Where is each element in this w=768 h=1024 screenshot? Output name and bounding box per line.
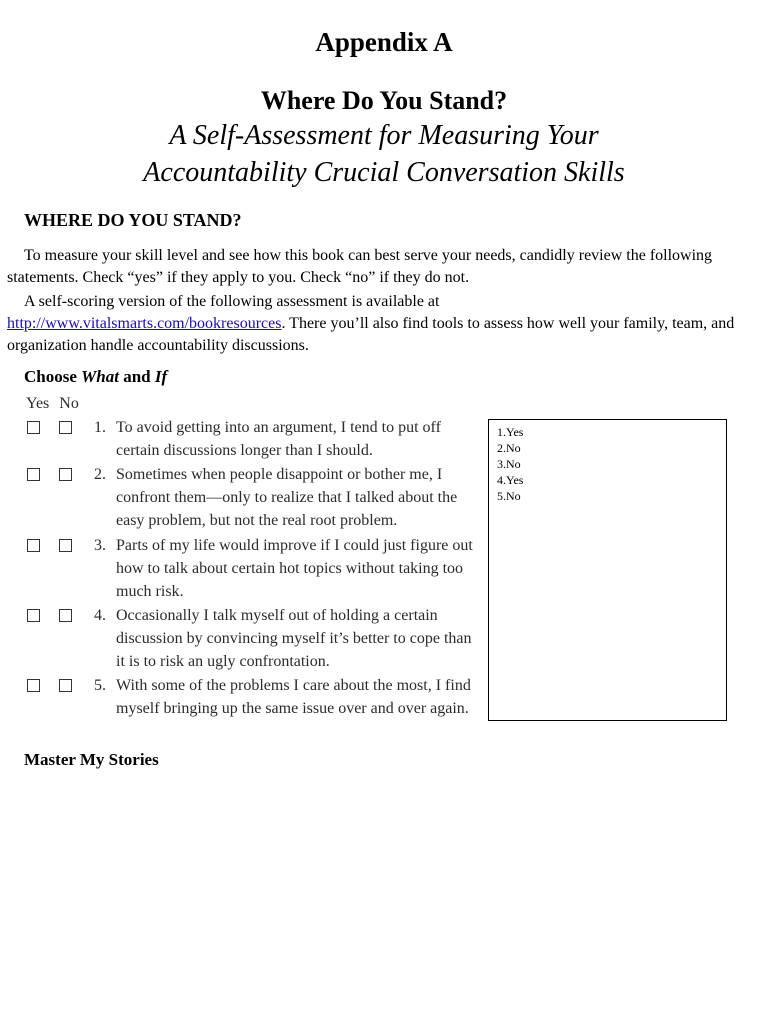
bookresources-link[interactable]: http://www.vitalsmarts.com/bookresources — [7, 315, 282, 332]
no-checkbox[interactable] — [59, 539, 72, 552]
item-number: 4. — [94, 607, 106, 624]
checklist-column-headers — [26, 394, 85, 414]
yes-checkbox[interactable] — [27, 421, 40, 434]
page-subtitle — [0, 117, 768, 191]
intro-paragraph-2-tail: . There you’ll also find tools to assess how well your family, team, and organization handle accountability discussions. — [7, 315, 735, 354]
choose-heading-what: What — [81, 367, 119, 386]
item-number: 5. — [94, 677, 106, 694]
choose-heading-if: If — [154, 367, 168, 386]
master-my-stories-heading: Master My Stories — [24, 750, 159, 769]
answers-text-box[interactable] — [488, 419, 727, 721]
item-statement: Occasionally I talk myself out of holding a certain discussion by convincing myself it’s better to cope than it is to risk an ugly confrontation. — [116, 607, 472, 670]
yes-checkbox[interactable] — [27, 539, 40, 552]
choose-heading-and: and — [118, 367, 155, 386]
section-heading: WHERE DO YOU STAND? — [24, 210, 242, 230]
intro-paragraph-2-lead: A self-scoring version of the following assessment is available at — [24, 293, 440, 310]
no-checkbox[interactable] — [59, 609, 72, 622]
no-checkbox[interactable] — [59, 468, 72, 481]
item-number: 3. — [94, 537, 106, 554]
subtitle-line-1: A Self-Assessment for Measuring Your — [169, 120, 599, 151]
column-header-no: No — [59, 395, 79, 412]
assessment-checklist — [22, 394, 482, 744]
item-statement: With some of the problems I care about the most, I find myself bringing up the same issue over and over again. — [116, 677, 471, 717]
no-checkbox[interactable] — [59, 421, 72, 434]
answer-item: 1.Yes — [497, 425, 524, 439]
yes-checkbox[interactable] — [27, 609, 40, 622]
item-statement: To avoid getting into an argument, I tend to put off certain discussions longer than I should. — [116, 419, 441, 459]
answer-item: 5.No — [497, 489, 521, 503]
item-statement: Parts of my life would improve if I could just figure out how to talk about certain hot topics without taking too much risk. — [116, 537, 473, 600]
item-number: 1. — [94, 419, 106, 436]
choose-heading-prefix: Choose — [24, 367, 82, 386]
item-statement: Sometimes when people disappoint or bother me, I confront them—only to realize that I talked about the easy problem, but not the real root problem. — [116, 466, 458, 529]
answer-item: 2.No — [497, 441, 521, 455]
subtitle-line-2: Accountability Crucial Conversation Skills — [143, 157, 625, 188]
no-checkbox[interactable] — [59, 679, 72, 692]
answer-item: 4.Yes — [497, 473, 524, 487]
answers-list — [489, 420, 726, 504]
item-number: 2. — [94, 466, 106, 483]
yes-checkbox[interactable] — [27, 679, 40, 692]
choose-what-and-if-heading — [24, 366, 167, 388]
answer-item: 3.No — [497, 457, 521, 471]
intro-paragraph-1 — [7, 245, 763, 289]
intro-paragraph-2 — [7, 291, 763, 357]
yes-checkbox[interactable] — [27, 468, 40, 481]
column-header-yes: Yes — [26, 395, 50, 412]
intro-paragraph-1-text: To measure your skill level and see how this book can best serve your needs, candidly review the following statements. Check “yes” if they apply to you. Check “no” if they do not. — [7, 247, 713, 286]
appendix-title: Appendix A — [315, 27, 453, 57]
page-title: Where Do You Stand? — [260, 86, 508, 115]
